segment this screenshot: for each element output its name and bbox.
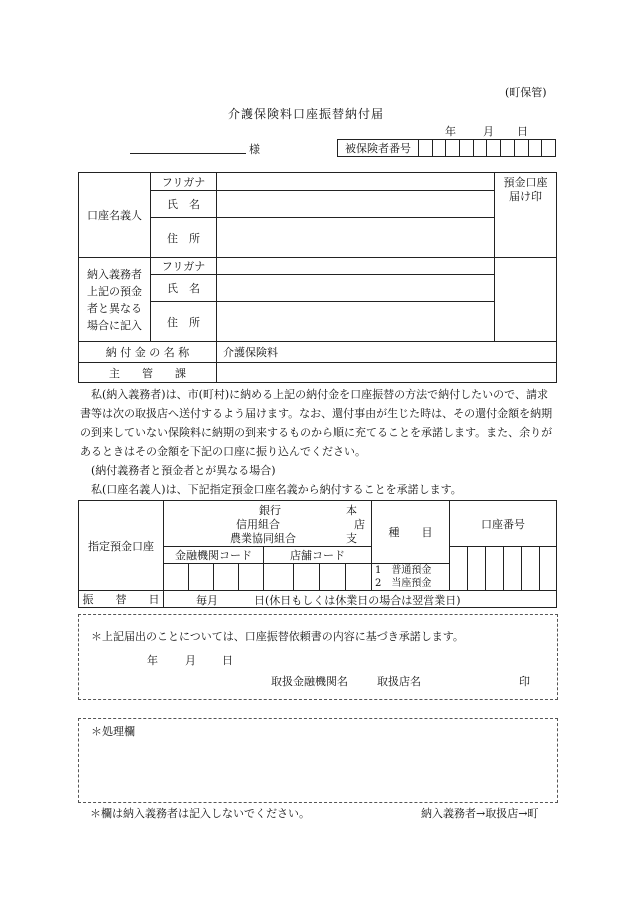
insured-number-label: 被保険者番号 [338, 140, 419, 157]
payer-name-label: 氏 名 [151, 275, 217, 302]
transfer-day-label: 振 替 日 [79, 591, 164, 608]
seal-label-line2: 届け印 [509, 190, 542, 203]
sub-branch-label: 支 [346, 532, 357, 545]
payer-furigana-label: フリガナ [151, 258, 217, 275]
payer-address-input[interactable] [217, 302, 495, 342]
bank-label: 銀行 [259, 504, 281, 517]
payer-label [79, 258, 151, 342]
fin-code-digit[interactable] [164, 564, 189, 591]
addressee-field[interactable] [130, 141, 246, 154]
account-type-options[interactable] [372, 564, 450, 591]
fin-code-label: 金融機関コード [164, 547, 264, 564]
transfer-day-note: 日(休日もしくは休業日の場合は翌営業日) [254, 594, 461, 607]
account-digit-box[interactable] [486, 547, 504, 591]
payer-address-label: 住 所 [151, 302, 217, 342]
insured-digit-box[interactable] [446, 140, 460, 157]
approval-box [78, 614, 558, 700]
holder-name-input[interactable] [217, 191, 495, 218]
insured-digit-box[interactable] [528, 140, 542, 157]
branch-label: 店 [354, 518, 365, 531]
processing-box [78, 718, 558, 803]
footer-note: ＊欄は納入義務者は記入しないでください。 [90, 807, 310, 820]
branch-code-label: 店舗コード [264, 547, 372, 564]
designated-account-label: 指定預金口座 [79, 501, 164, 591]
holder-furigana-label: フリガナ [151, 173, 217, 191]
payer-label-line: 上記の預金 [87, 284, 142, 298]
fin-code-digit[interactable] [214, 564, 239, 591]
payer-label-line: 納入義務者 [87, 267, 142, 281]
fin-code-digit[interactable] [239, 564, 264, 591]
approval-text: ＊上記届出のことについては、口座振替依頼書の内容に基づき承諾します。 [91, 630, 464, 643]
insured-number-table [337, 139, 556, 157]
approval-month: 月 [185, 654, 196, 667]
insured-digit-box[interactable] [419, 140, 433, 157]
insured-digit-box[interactable] [473, 140, 487, 157]
insured-digit-box[interactable] [501, 140, 515, 157]
holder-table [78, 172, 557, 383]
holder-name-label: 氏 名 [151, 191, 217, 218]
branch-code-digit[interactable] [320, 564, 346, 591]
condition-note: (納付義務者と預金者とが異なる場合) [91, 464, 276, 477]
insured-digit-box[interactable] [487, 140, 501, 157]
account-holder-label: 口座名義人 [79, 173, 151, 258]
transfer-day-cell[interactable] [164, 591, 557, 608]
type-option-current[interactable]: 2 当座預金 [375, 578, 432, 589]
seal-mark: 印 [519, 675, 530, 688]
date-month-label: 月 [483, 125, 494, 138]
fin-code-digit[interactable] [189, 564, 214, 591]
processing-label: ＊処理欄 [91, 725, 135, 738]
dept-label: 主 管 課 [79, 363, 217, 383]
branch-code-digit[interactable] [294, 564, 320, 591]
insured-digit-box[interactable] [514, 140, 528, 157]
branch-code-digit[interactable] [264, 564, 294, 591]
holder-furigana-input[interactable] [217, 173, 495, 191]
bank-table [78, 500, 557, 608]
seal-label-line1: 預金口座 [503, 176, 548, 189]
account-seal-box[interactable] [495, 173, 557, 258]
payer-name-input[interactable] [217, 275, 495, 302]
payer-blank-cell [495, 258, 557, 342]
account-digit-box[interactable] [468, 547, 486, 591]
payment-name-value: 介護保険料 [217, 342, 557, 363]
account-digit-box[interactable] [522, 547, 540, 591]
account-number-label: 口座番号 [450, 501, 557, 547]
routing-note: 納入義務者→取扱店→町 [421, 807, 539, 820]
handling-branch-label: 取扱店名 [377, 675, 421, 688]
date-day-label: 日 [517, 125, 528, 138]
payer-furigana-input[interactable] [217, 258, 495, 275]
institution-label: 取扱金融機関名 [271, 675, 348, 688]
payment-name-label: 納 付 金 の 名 称 [79, 342, 217, 363]
type-option-ordinary[interactable]: 1 普通預金 [375, 565, 432, 576]
payer-label-line: 者と異なる [87, 301, 142, 315]
date-year-label: 年 [445, 125, 456, 138]
payer-label-line: 場合に記入 [87, 318, 142, 332]
holder-address-label: 住 所 [151, 218, 217, 258]
approval-day: 日 [222, 654, 233, 667]
holder-consent: 私(口座名義人)は、下記指定預金口座名義から納付することを承諾します。 [91, 483, 462, 496]
monthly-label: 毎月 [196, 594, 218, 607]
credit-union-label: 信用組合 [236, 518, 280, 531]
bank-name-cell[interactable] [164, 501, 372, 547]
holder-address-input[interactable] [217, 218, 495, 258]
dept-input[interactable] [217, 363, 557, 383]
honorific-sama: 様 [249, 143, 260, 156]
head-office-label: 本 [346, 504, 357, 517]
type-label: 種 目 [372, 501, 450, 564]
branch-code-digit[interactable] [346, 564, 372, 591]
form-title: 介護保険料口座振替納付届 [228, 107, 385, 121]
consent-paragraph: 私(納入義務者)は、市(町村)に納める上記の納付金を口座振替の方法で納付したいので、請求書等は次の取扱店へ送付するよう届けます。なお、還付事由が生じた時は、その還付金額を納期の到来していない保険料に納期の到来するものから順に充てることを承諾します。また、余りがあるときはその金額を下記の口座に振り込んでください。 [80, 388, 553, 458]
agri-coop-label: 農業協同組合 [230, 532, 296, 545]
account-digit-box[interactable] [450, 547, 468, 591]
insured-digit-box[interactable] [432, 140, 446, 157]
custody-note: (町保管) [505, 86, 547, 99]
insured-digit-box[interactable] [460, 140, 474, 157]
account-digit-box[interactable] [504, 547, 522, 591]
approval-year: 年 [147, 654, 158, 667]
account-digit-box[interactable] [540, 547, 557, 591]
insured-digit-box[interactable] [542, 140, 556, 157]
